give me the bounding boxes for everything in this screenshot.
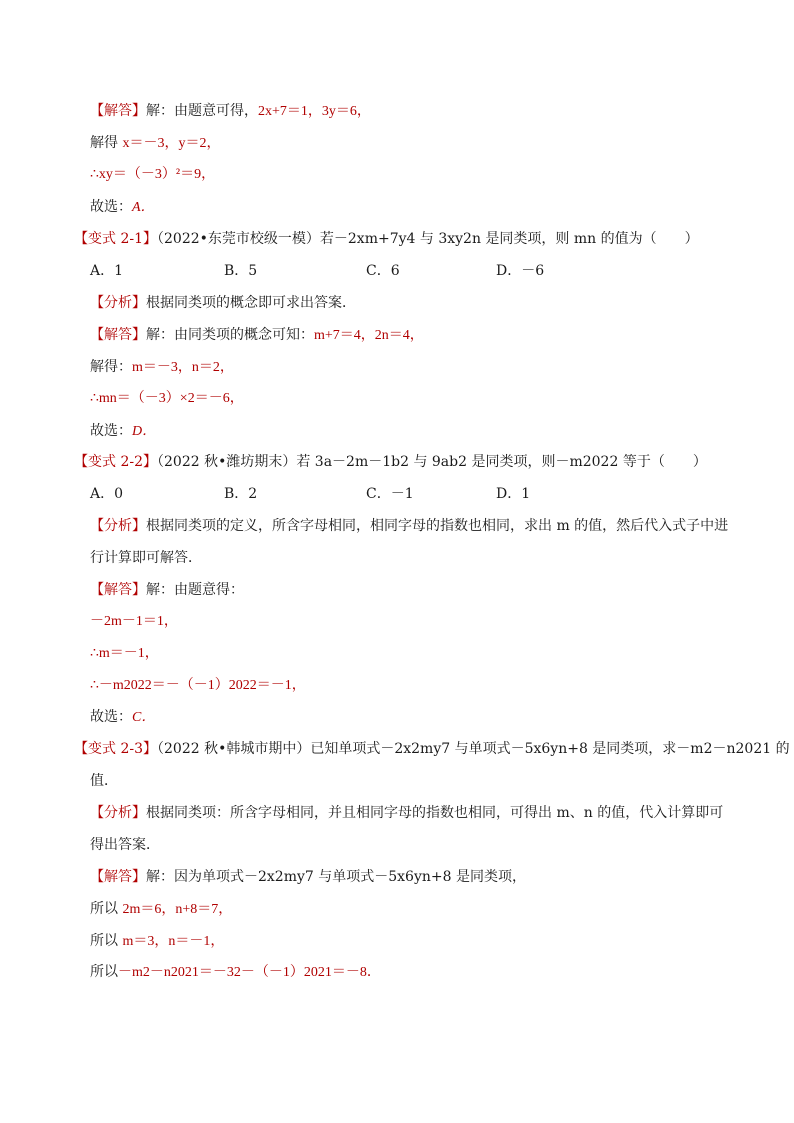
- variant-2-3-stem-line-2: 值．: [90, 773, 118, 789]
- choose-value: A．: [132, 200, 155, 215]
- variant-2-1-stem: [74, 229, 699, 249]
- equation-line-3: ∴－m2022＝－（－1）2022＝－1，: [90, 678, 306, 693]
- answer-equation: 2x+7＝1，3y＝6，: [258, 104, 371, 119]
- equation-value: m＝3，n＝－1，: [122, 934, 225, 949]
- choose-label: 故选：: [90, 709, 132, 725]
- analysis-line: [90, 516, 728, 536]
- variant-2-3-tag: 【变式 2-3】: [74, 741, 157, 757]
- answer-tag: 【解答】: [90, 103, 146, 119]
- option-d: D．1: [496, 486, 531, 502]
- option-a: A．0: [90, 486, 124, 502]
- equation-value: －m2－n2021＝－32－（－1）2021＝－8．: [118, 965, 381, 980]
- solve-equation: x＝－3，y＝2，: [122, 136, 221, 151]
- answer-line: [90, 325, 424, 346]
- variant-2-2-question: （2022 秋•潍坊期末）若 3a－2m－1b2 与 9ab2 是同类项，则－m2022 等于（ ）: [157, 454, 707, 470]
- equation-line-1: [90, 899, 232, 920]
- answer-tag: 【解答】: [90, 582, 146, 598]
- analysis-tag: 【分析】: [90, 518, 146, 534]
- analysis-line-2: 得出答案．: [90, 837, 160, 853]
- choose-line: [90, 421, 156, 442]
- variant-2-1-tag: 【变式 2-1】: [74, 231, 157, 247]
- answer-equation: m+7＝4，2n＝4，: [314, 328, 424, 343]
- answer-tag: 【解答】: [90, 327, 146, 343]
- equation-line-2: [90, 931, 224, 952]
- analysis-line: [90, 803, 723, 823]
- equation-line-1: －2m－1＝1，: [90, 614, 178, 629]
- answer-line: [90, 580, 244, 600]
- analysis-line: [90, 293, 356, 313]
- analysis-text: 根据同类项的概念即可求出答案．: [146, 295, 356, 311]
- option-b: B．2: [224, 486, 258, 502]
- variant-2-1-question: （2022•东莞市校级一模）若－2xm+7y4 与 3xy2n 是同类项，则 mn 的值为（ ）: [157, 231, 699, 247]
- solve-equation: m＝－3，n＝2，: [132, 360, 234, 375]
- choose-label: 故选：: [90, 199, 132, 215]
- option-c: C．－1: [366, 486, 414, 502]
- answer-text: 解：由题意得：: [146, 582, 244, 598]
- therefore-line: ∴xy＝（－3）²＝9，: [90, 167, 216, 182]
- solve-label: 解得：: [90, 359, 132, 375]
- choose-line: [90, 197, 155, 218]
- equation-value: 2m＝6，n+8＝7，: [122, 902, 233, 917]
- option-c: C．6: [366, 263, 400, 279]
- answer-tag: 【解答】: [90, 869, 146, 885]
- solve-line: [90, 133, 220, 154]
- equation-label: 所以: [90, 933, 118, 949]
- choose-value: C．: [132, 710, 156, 725]
- option-d: D．－6: [496, 263, 545, 279]
- therefore-line: ∴mn＝（－3）×2＝－6，: [90, 391, 244, 406]
- analysis-tag: 【分析】: [90, 805, 146, 821]
- choose-label: 故选：: [90, 423, 132, 439]
- answer-text: 解：由同类项的概念可知：: [146, 327, 314, 343]
- option-b: B．5: [224, 263, 258, 279]
- variant-2-2-tag: 【变式 2-2】: [74, 454, 157, 470]
- option-a: A．1: [90, 263, 124, 279]
- answer-line: [90, 101, 371, 122]
- equation-label: 所以: [90, 901, 118, 917]
- analysis-text: 根据同类项的定义，所含字母相同，相同字母的指数也相同，求出 m 的值，然后代入式子中进: [146, 518, 729, 534]
- solve-label: 解得: [90, 135, 118, 151]
- equation-line-2: ∴m＝－1，: [90, 646, 159, 661]
- answer-text: 解：因为单项式－2x2my7 与单项式－5x6yn+8 是同类项，: [146, 869, 526, 885]
- equation-label: 所以: [90, 964, 118, 980]
- answer-line: [90, 867, 526, 887]
- analysis-line-2: 行计算即可解答．: [90, 550, 202, 566]
- variant-2-2-stem: [74, 452, 707, 472]
- answer-text: 解：由题意可得，: [146, 103, 258, 119]
- variant-2-3-stem: [74, 739, 790, 759]
- choose-value: D．: [132, 424, 157, 439]
- variant-2-3-question: （2022 秋•韩城市期中）已知单项式－2x2my7 与单项式－5x6yn+8 是同类项，求－m2－n2021 的: [157, 741, 790, 757]
- analysis-tag: 【分析】: [90, 295, 146, 311]
- choose-line: [90, 707, 155, 728]
- analysis-text: 根据同类项：所含字母相同，并且相同字母的指数也相同，可得出 m、n 的值，代入计算即可: [146, 805, 724, 821]
- equation-line-3: [90, 962, 381, 983]
- solve-line: [90, 357, 234, 378]
